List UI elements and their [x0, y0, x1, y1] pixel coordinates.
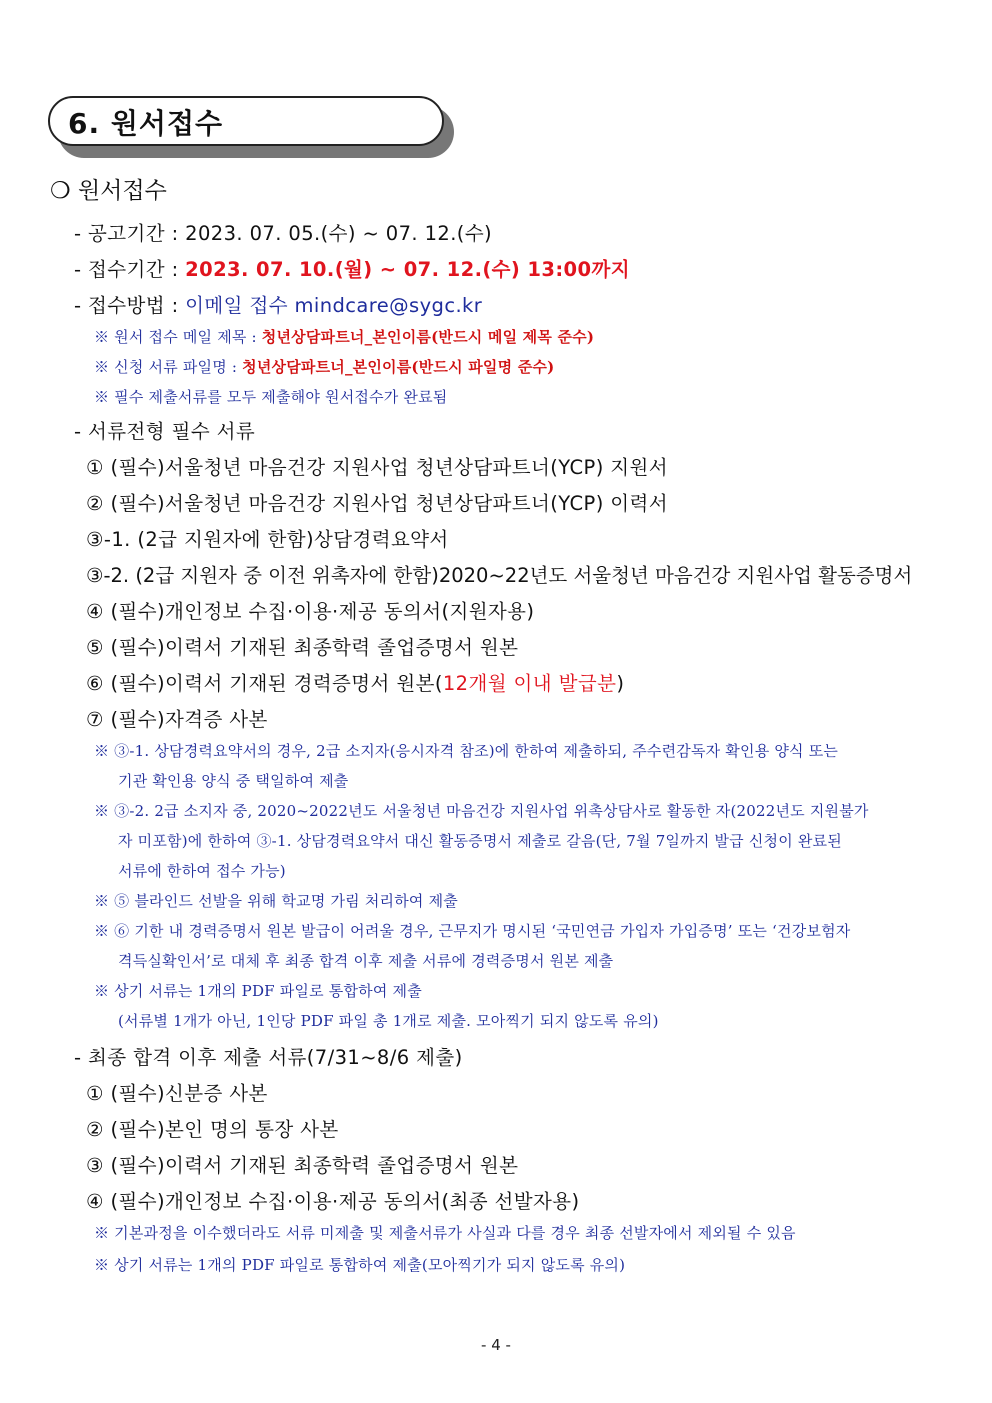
apply-period [74, 254, 630, 282]
doc-item: ③-2. (2급 지원자 중 이전 위촉자에 한함)2020~22년도 서울청년 마음건강 지원사업 활동증명서 [86, 564, 913, 587]
doc-item: ③-1. (2급 지원자에 한함)상담경력요약서 [86, 528, 449, 551]
apply-period-end: ~ 07. 12.(수) 13:00까지 [372, 258, 630, 281]
doc-item: ① (필수)서울청년 마음건강 지원사업 청년상담파트너(YCP) 지원서 [86, 456, 669, 479]
doc-item-6-end: ) [616, 672, 625, 695]
doc-item: ④ (필수)개인정보 수집·이용·제공 동의서(지원자용) [86, 600, 535, 623]
apply-method-value: 이메일 접수 mindcare@sygc.kr [185, 294, 483, 317]
apply-method [74, 290, 482, 318]
doc-note: (서류별 1개가 아닌, 1인당 PDF 파일 총 1개로 제출. 모아찍기 되지 않도록 유의) [118, 1012, 659, 1030]
final-doc-item: ① (필수)신분증 사본 [86, 1082, 268, 1105]
notice-period-label: - 공고기간 : [74, 222, 186, 245]
doc-item-6-emph: 12개월 이내 발급분 [442, 672, 617, 695]
doc-note: ※ ③-1. 상담경력요약서의 경우, 2급 소지자(응시자격 참조)에 한하여 제출하되, 주수련감독자 확인용 양식 또는 [94, 742, 839, 760]
doc-note: ※ ③-2. 2급 소지자 중, 2020~2022년도 서울청년 마음건강 지원사업 위촉상담사로 활동한 자(2022년도 지원불가 [94, 802, 869, 820]
doc-note: ※ ⑤ 블라인드 선발을 위해 학교명 가림 처리하여 제출 [94, 892, 458, 910]
method-note-1-emph: 청년상담파트너_본인이름(반드시 메일 제목 준수) [261, 328, 595, 346]
doc-note: 서류에 한하여 접수 가능) [118, 862, 286, 880]
subsection-heading-text: 원서접수 [77, 178, 167, 204]
doc-item: ⑦ (필수)자격증 사본 [86, 708, 268, 731]
doc-note: 자 미포함)에 한하여 ③-1. 상담경력요약서 대신 활동증명서 제출로 갈음(단, 7월 7일까지 발급 신청이 완료된 [118, 832, 842, 850]
final-doc-item: ③ (필수)이력서 기재된 최종학력 졸업증명서 원본 [86, 1154, 519, 1177]
section-title [68, 102, 223, 142]
method-note-2 [94, 356, 554, 377]
method-note-3-prefix: ※ 필수 제출서류를 모두 제출해야 원서접수가 완료됨 [94, 388, 448, 406]
doc-item: ② (필수)서울청년 마음건강 지원사업 청년상담파트너(YCP) 이력서 [86, 492, 669, 515]
docs-heading: - 서류전형 필수 서류 [74, 420, 256, 443]
page-number: - 4 - [481, 1336, 511, 1354]
final-docs-heading: - 최종 합격 이후 제출 서류(7/31~8/6 제출) [74, 1046, 463, 1069]
doc-note: ※ 상기 서류는 1개의 PDF 파일로 통합하여 제출 [94, 982, 422, 1000]
notice-period [74, 218, 492, 246]
final-doc-item: ④ (필수)개인정보 수집·이용·제공 동의서(최종 선발자용) [86, 1190, 580, 1213]
method-note-1-prefix: ※ 원서 접수 메일 제목 : [94, 328, 262, 346]
doc-note: 격득실확인서’로 대체 후 최종 합격 이후 제출 서류에 경력증명서 원본 제출 [118, 952, 614, 970]
final-note: ※ 상기 서류는 1개의 PDF 파일로 통합하여 제출(모아찍기가 되지 않도록 유의) [94, 1256, 626, 1274]
final-doc-item: ② (필수)본인 명의 통장 사본 [86, 1118, 339, 1141]
doc-item-6-text: ⑥ (필수)이력서 기재된 경력증명서 원본( [86, 672, 443, 695]
subsection-heading [50, 172, 167, 205]
method-note-1 [94, 326, 594, 347]
doc-item-6 [86, 668, 624, 696]
apply-method-label: - 접수방법 : [74, 294, 186, 317]
apply-period-label: - 접수기간 : [74, 258, 186, 281]
notice-period-value: 2023. 07. 05.(수) ~ 07. 12.(수) [185, 222, 493, 245]
circle-bullet-icon: ❍ [50, 178, 71, 204]
doc-note: 기관 확인용 양식 중 택일하여 제출 [118, 772, 349, 790]
final-note: ※ 기본과정을 이수했더라도 서류 미제출 및 제출서류가 사실과 다를 경우 최종 선발자에서 제외될 수 있음 [94, 1224, 796, 1242]
method-note-3 [94, 386, 448, 407]
doc-item: ⑤ (필수)이력서 기재된 최종학력 졸업증명서 원본 [86, 636, 519, 659]
section-title-text: 원서접수 [110, 107, 224, 140]
doc-note: ※ ⑥ 기한 내 경력증명서 원본 발급이 어려울 경우, 근무지가 명시된 ‘국민연금 가입자 가입증명’ 또는 ‘건강보험자 [94, 922, 851, 940]
method-note-2-prefix: ※ 신청 서류 파일명 : [94, 358, 243, 376]
apply-period-start: 2023. 07. 10.(월) [185, 258, 373, 281]
method-note-2-emph: 청년상담파트너_본인이름(반드시 파일명 준수) [242, 358, 555, 376]
section-number: 6. [68, 107, 101, 140]
